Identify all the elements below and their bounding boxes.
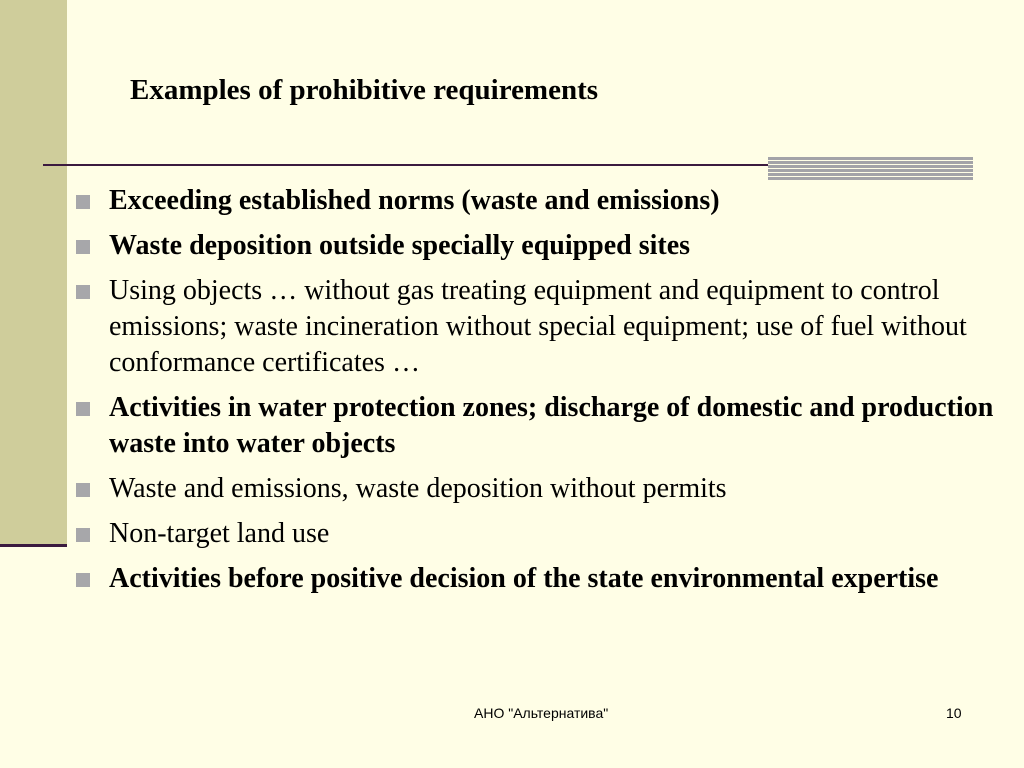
square-bullet-icon <box>76 195 90 209</box>
slide-title: Examples of prohibitive requirements <box>130 74 599 106</box>
bullet-text: Activities before positive decision of the state environmental expertise <box>109 563 939 594</box>
left-decorative-rule <box>0 544 67 547</box>
bullet-item <box>73 561 1003 597</box>
bullet-text: Waste deposition outside specially equipped sites <box>109 230 691 261</box>
square-bullet-icon <box>76 402 90 416</box>
title-accent-gap <box>768 168 973 169</box>
bullet-text: Activities in water protection zones; discharge of domestic and production waste into water objects <box>109 392 994 459</box>
bullet-item <box>73 516 1003 552</box>
title-accent-bar <box>768 157 973 181</box>
bullet-item <box>73 273 1003 381</box>
bullet-item <box>73 390 1003 462</box>
bullet-text: Exceeding established norms (waste and emissions) <box>109 185 720 216</box>
page-number: 10 <box>946 705 962 721</box>
footer-organization: АНО "Альтернатива" <box>474 705 609 721</box>
bullet-text: Using objects … without gas treating equipment and equipment to control emissions; waste incineration without special equipment; use of fuel without conformance certificates … <box>109 275 967 378</box>
bullet-item <box>73 228 1003 264</box>
bullet-text: Non-target land use <box>109 518 330 549</box>
square-bullet-icon <box>76 240 90 254</box>
left-decorative-band <box>0 0 67 546</box>
square-bullet-icon <box>76 573 90 587</box>
bullet-item <box>73 183 1003 219</box>
square-bullet-icon <box>76 528 90 542</box>
square-bullet-icon <box>76 285 90 299</box>
bullet-list <box>73 183 1003 606</box>
bullet-text: Waste and emissions, waste deposition without permits <box>109 473 727 504</box>
bullet-item <box>73 471 1003 507</box>
square-bullet-icon <box>76 483 90 497</box>
